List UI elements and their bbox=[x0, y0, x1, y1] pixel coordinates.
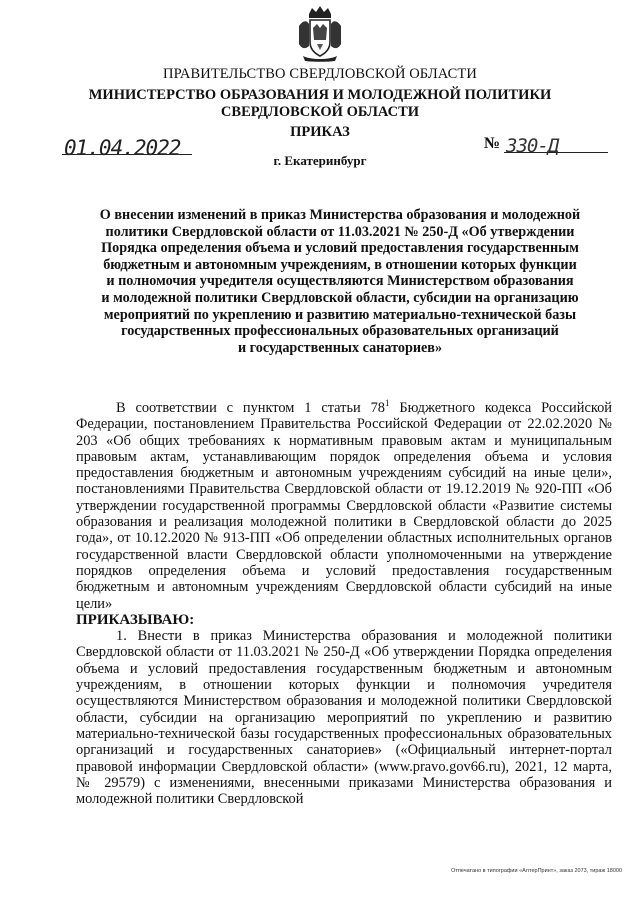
title-line: О внесении изменений в приказ Министерства образования и молодежной bbox=[99, 207, 581, 223]
title-line: государственных профессиональных образовательных организаций bbox=[121, 323, 559, 340]
preamble-paragraph bbox=[76, 400, 612, 612]
ministry-name-line1: МИНИСТЕРСТВО ОБРАЗОВАНИЯ И МОЛОДЕЖНОЙ ПОЛИТИКИ bbox=[88, 87, 552, 103]
preamble-part-a: В соответствии с пунктом 1 статьи 78 bbox=[116, 400, 385, 416]
title-line: Порядка определения объема и условий предоставления государственным bbox=[101, 240, 579, 257]
order-body bbox=[76, 400, 612, 807]
number-sign: № bbox=[484, 135, 501, 152]
order-number-handwritten: 330-Д bbox=[506, 135, 559, 157]
order-directive-heading: ПРИКАЗЫВАЮ: bbox=[76, 611, 195, 628]
ministry-name-line2: СВЕРДЛОВСКОЙ ОБЛАСТИ bbox=[220, 103, 420, 120]
title-line: мероприятий по укреплению и развитию материально-технической базы bbox=[103, 306, 577, 323]
order-date-handwritten: 01.04.2022 bbox=[64, 136, 181, 160]
coat-of-arms-emblem bbox=[297, 6, 343, 62]
title-line: политики Свердловской области от 11.03.2021 № 250-Д «Об утверждении bbox=[105, 223, 575, 240]
order-type: ПРИКАЗ bbox=[290, 124, 350, 140]
city: г. Екатеринбург bbox=[273, 153, 367, 168]
article-superscript: 1 bbox=[385, 398, 390, 409]
government-name: ПРАВИТЕЛЬСТВО СВЕРДЛОВСКОЙ ОБЛАСТИ bbox=[163, 66, 477, 82]
title-line: и молодежной политики Свердловской области, субсидии на организацию bbox=[101, 289, 579, 306]
clause-1-paragraph: 1. Внести в приказ Министерства образования и молодежной политики Свердловской области от 11.03.2021 № 250-Д «Об утверждении Порядка определения объема и условий предоставления государственным бюджетным и автономным учреждениям, в отношении которых функции и полномочия учредителя осуществляются Министерством образования и молодежной политики Свердловской области, субсидии на организацию мероприятий по укреплению и развитию материально-технической базы государственных профессиональных образовательных организаций и государственных санаториев» («Официальный интернет-портал правовой информации Свердловской области» (www.pravo.gov66.ru), 2021, 12 марта, № 29579) с изменениями, внесенными приказами Министерства образования и молодежной политики Свердловской bbox=[76, 628, 612, 808]
title-line: и государственных санаториев» bbox=[237, 339, 443, 356]
preamble-part-b: Бюджетного кодекса Российской Федерации, постановлением Правительства Российской Федерации от 22.02.2020 № 203 «Об общих требованиях к нормативным правовым актам и муниципальным правовым актам, устанавливающим порядок определения объема и условия предоставления бюджетным и автономным учреждениям субсидий на иные цели», постановлениями Правительства Свердловской области от 19.12.2019 № 920-ПП «Об утверждении государственной программы Свердловской области «Развитие системы образования и реализация молодежной политики в Свердловской области до 2025 года», от 10.12.2020 № 913-ПП «Об определении областных исполнительных органов государственной власти Свердловской области уполномоченными на утверждение порядков определения объема и условий предоставления государственным бюджетным и автономным учреждениям Свердловской области субсидий на иные цели» bbox=[76, 400, 613, 612]
ministry-name bbox=[0, 87, 640, 120]
print-note: Отпечатано в типографии «АлтерПринт», заказ 2073, тираж 18000 bbox=[451, 868, 622, 874]
order-number bbox=[484, 135, 559, 157]
order-title bbox=[76, 207, 604, 356]
title-line: и полномочия учредителя осуществляются Министерством образования bbox=[106, 273, 574, 290]
title-line: бюджетным и автономным учреждениям, в отношении которых функции bbox=[103, 256, 577, 273]
